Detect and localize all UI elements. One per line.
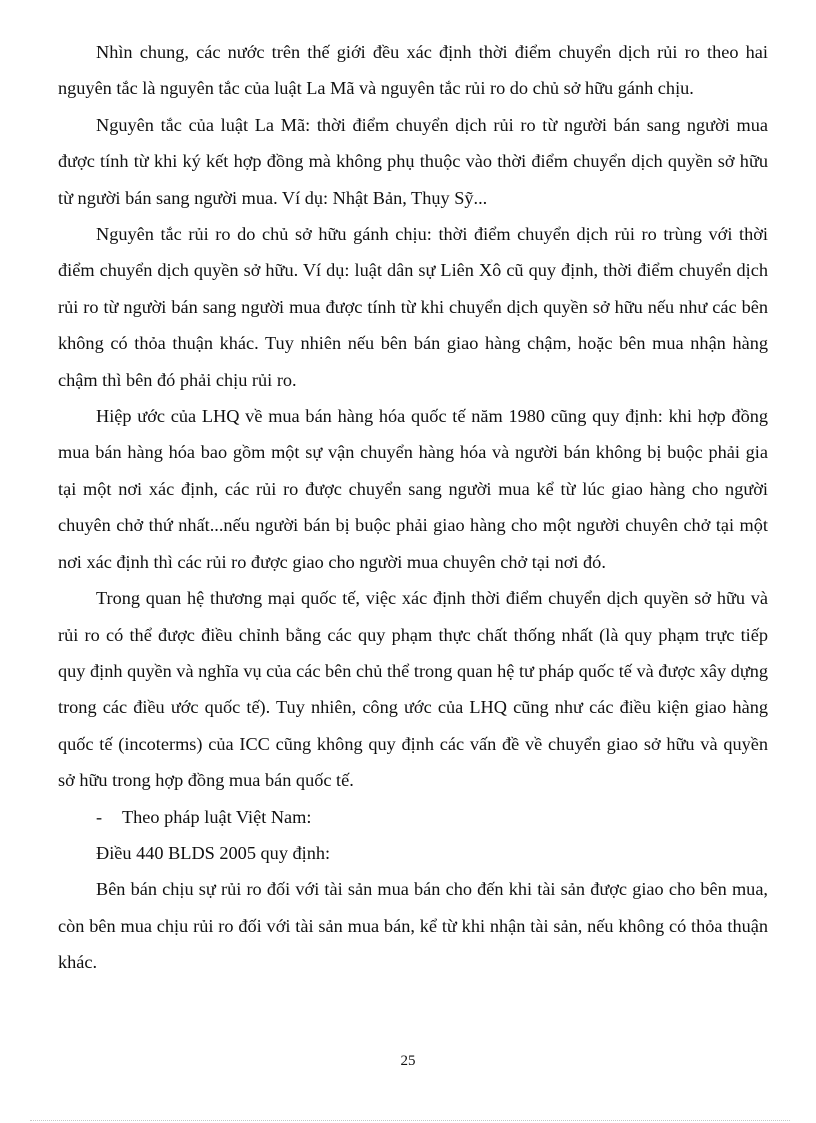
paragraph-roman-law: Nguyên tắc của luật La Mã: thời điểm chuyển dịch rủi ro từ người bán sang người mua được tính từ khi ký kết hợp đồng mà không phụ thuộc vào thời điểm chuyển dịch quyền sở hữu từ người bán sang người mua. Ví dụ: Nhật Bản, Thụy Sỹ... <box>58 114 768 208</box>
paragraph-overview: Nhìn chung, các nước trên thế giới đều xác định thời điểm chuyển dịch rủi ro theo hai nguyên tắc là nguyên tắc của luật La Mã và nguyên tắc rủi ro do chủ sở hữu gánh chịu. <box>58 42 768 99</box>
footer-dotted-rule <box>30 1120 790 1121</box>
article-heading: Điều 440 BLDS 2005 quy định: <box>96 842 331 863</box>
page-number: 25 <box>400 1053 416 1069</box>
page-content <box>58 34 768 981</box>
bullet-marker: - <box>96 806 103 827</box>
paragraph-un-convention: Hiệp ước của LHQ về mua bán hàng hóa quốc tế năm 1980 cũng quy định: khi hợp đồng mua bán hàng hóa bao gồm một sự vận chuyển hàng hóa và người bán không bị buộc phải gia tại một nơi xác định, các rủi ro được chuyển sang người mua kể từ lúc giao hàng cho người chuyên chở thứ nhất...nếu người bán bị buộc phải giao hàng cho một người chuyên chở tại một nơi xác định thì các rủi ro được giao cho người mua chuyên chở tại nơi đó. <box>58 406 768 572</box>
bullet-item-vietnam-law <box>58 799 768 835</box>
article-text: Bên bán chịu sự rủi ro đối với tài sản mua bán cho đến khi tài sản được giao cho bên mua, còn bên mua chịu rủi ro đối với tài sản mua bán, kể từ khi nhận tài sản, nếu không có thỏa thuận khác. <box>58 879 768 973</box>
paragraph-owner-risk: Nguyên tắc rủi ro do chủ sở hữu gánh chịu: thời điểm chuyển dịch rủi ro trùng với thời điểm chuyển dịch quyền sở hữu. Ví dụ: luật dân sự Liên Xô cũ quy định, thời điểm chuyển dịch rủi ro từ người bán sang người mua được tính từ khi chuyển dịch quyền sở hữu nếu như các bên không có thỏa thuận khác. Tuy nhiên nếu bên bán giao hàng chậm, hoặc bên mua nhận hàng chậm thì bên đó phải chịu rủi ro. <box>58 224 768 390</box>
paragraph-international-trade: Trong quan hệ thương mại quốc tế, việc xác định thời điểm chuyển dịch quyền sở hữu và rủi ro có thể được điều chỉnh bằng các quy phạm thực chất thống nhất (là quy phạm trực tiếp quy định quyền và nghĩa vụ của các bên chủ thể trong quan hệ tư pháp quốc tế và được xây dựng trong các điều ước quốc tế). Tuy nhiên, công ước của LHQ cũng như các điều kiện giao hàng quốc tế (incoterms) của ICC cũng không quy định các vấn đề về chuyển giao sở hữu và quyền sở hữu trong hợp đồng mua bán quốc tế. <box>58 588 769 791</box>
bullet-text: Theo pháp luật Việt Nam: <box>122 806 312 827</box>
